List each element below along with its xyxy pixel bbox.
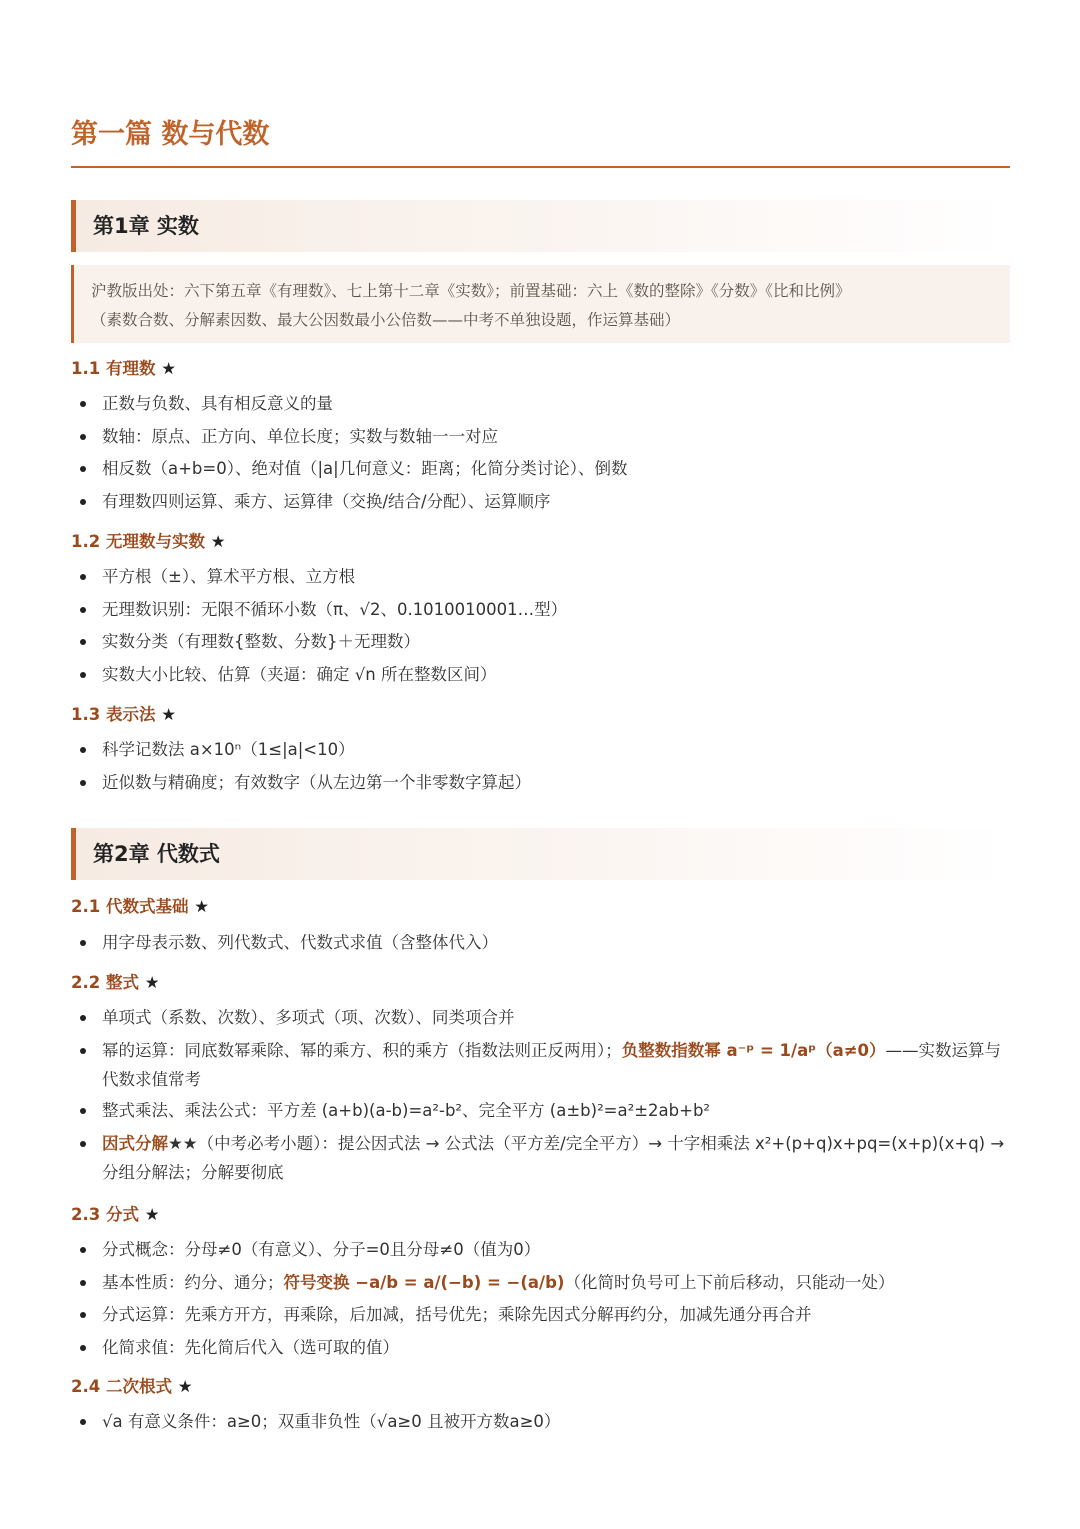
star-rating: ★ (177, 1377, 193, 1396)
list-item-text: （中考必考小题）：提公因式法 → 公式法（平方差/完全平方）→ 十字相乘法 x²+(p+q)x+pq=(x+p)(x+q) → 分组分解法；分解要彻底 (102, 1133, 1005, 1182)
star-rating: ★ (161, 705, 177, 724)
list-item: 近似数与精确度；有效数字（从左边第一个非零数字算起） (71, 768, 1010, 798)
list-item: √a 有意义条件：a≥0；双重非负性（√a≥0 且被开方数a≥0） (71, 1407, 1010, 1437)
chapter-heading-2: 第2章 代数式 (71, 828, 1010, 880)
list-item-text: 基本性质：约分、通分； (102, 1272, 284, 1292)
section-title: 1.2 无理数与实数 (71, 532, 205, 551)
list-item: 平方根（±）、算术平方根、立方根 (71, 562, 1010, 592)
list-item: 数轴：原点、正方向、单位长度；实数与数轴一一对应 (71, 422, 1010, 452)
star-rating: ★ (144, 1205, 160, 1224)
star-rating: ★ (194, 897, 210, 916)
list-item: 单项式（系数、次数）、多项式（项、次数）、同类项合并 (71, 1003, 1010, 1033)
section-heading-2-3 (71, 1203, 160, 1227)
section-title: 2.2 整式 (71, 973, 139, 992)
list-item: 实数大小比较、估算（夹逼：确定 √n 所在整数区间） (71, 660, 1010, 690)
list-item: 相反数（a+b=0）、绝对值（|a|几何意义：距离；化简分类讨论）、倒数 (71, 454, 1010, 484)
section-2-2-list (71, 1003, 1010, 1189)
list-item: 分式概念：分母≠0（有意义）、分子=0且分母≠0（值为0） (71, 1235, 1010, 1265)
section-title: 1.1 有理数 (71, 359, 156, 378)
section-heading-2-2 (71, 971, 160, 995)
chapter-heading-1: 第1章 实数 (71, 200, 1010, 252)
highlight-term: 因式分解 (102, 1133, 168, 1153)
section-2-3-list (71, 1235, 1010, 1365)
section-heading-1-1 (71, 357, 176, 381)
list-item: 化简求值：先化简后代入（选可取的值） (71, 1333, 1010, 1363)
section-heading-2-1 (71, 895, 209, 919)
section-1-3-list (71, 735, 1010, 800)
highlight-term: 符号变换 −a/b = a/(−b) = −(a/b) (283, 1272, 565, 1292)
list-item-text: 幂的运算：同底数幂乘除、幂的乘方、积的乘方（指数法则正反两用）； (102, 1040, 622, 1060)
list-item (71, 1129, 1010, 1187)
list-item (71, 1268, 1010, 1298)
section-heading-1-2 (71, 530, 226, 554)
star-rating: ★ (161, 359, 177, 378)
list-item-text: ——实数运算与代数求值常考 (102, 1040, 1002, 1089)
section-2-4-list (71, 1407, 1010, 1440)
section-heading-1-3 (71, 703, 176, 727)
section-title: 2.3 分式 (71, 1205, 139, 1224)
list-item-text: （化简时负号可上下前后移动，只能动一处） (564, 1272, 895, 1292)
part-title: 第一篇 数与代数 (71, 119, 270, 150)
highlight-term: 负整数指数幂 a⁻ᵖ = 1/aᵖ（a≠0） (621, 1040, 886, 1060)
section-1-1-list (71, 389, 1010, 519)
part-title-divider (71, 166, 1010, 168)
list-item: 无理数识别：无限不循环小数（π、√2、0.1010010001…型） (71, 595, 1010, 625)
source-note-line-2: （素数合数、分解素因数、最大公因数最小公倍数——中考不单独设题，作运算基础） (91, 311, 681, 329)
list-item (71, 1036, 1010, 1094)
section-1-2-list (71, 562, 1010, 692)
star-rating: ★★ (168, 1133, 198, 1153)
star-rating: ★ (210, 532, 226, 551)
section-heading-2-4 (71, 1375, 193, 1399)
list-item: 分式运算：先乘方开方，再乘除，后加减，括号优先；乘除先因式分解再约分，加减先通分再合并 (71, 1300, 1010, 1330)
list-item: 科学记数法 a×10ⁿ（1≤|a|<10） (71, 735, 1010, 765)
star-rating: ★ (144, 973, 160, 992)
list-item: 实数分类（有理数{整数、分数}＋无理数） (71, 627, 1010, 657)
source-note-line-1: 沪教版出处：六下第五章《有理数》、七上第十二章《实数》；前置基础：六上《数的整除》《分数》《比和比例》 (91, 282, 851, 300)
section-title: 1.3 表示法 (71, 705, 156, 724)
section-title: 2.4 二次根式 (71, 1377, 172, 1396)
list-item: 有理数四则运算、乘方、运算律（交换/结合/分配）、运算顺序 (71, 487, 1010, 517)
list-item: 用字母表示数、列代数式、代数式求值（含整体代入） (71, 928, 1010, 958)
section-2-1-list (71, 928, 1010, 961)
section-title: 2.1 代数式基础 (71, 897, 189, 916)
source-note (71, 265, 1010, 343)
list-item: 整式乘法、乘法公式：平方差 (a+b)(a-b)=a²-b²、完全平方 (a±b)²=a²±2ab+b² (71, 1096, 1010, 1126)
list-item: 正数与负数、具有相反意义的量 (71, 389, 1010, 419)
